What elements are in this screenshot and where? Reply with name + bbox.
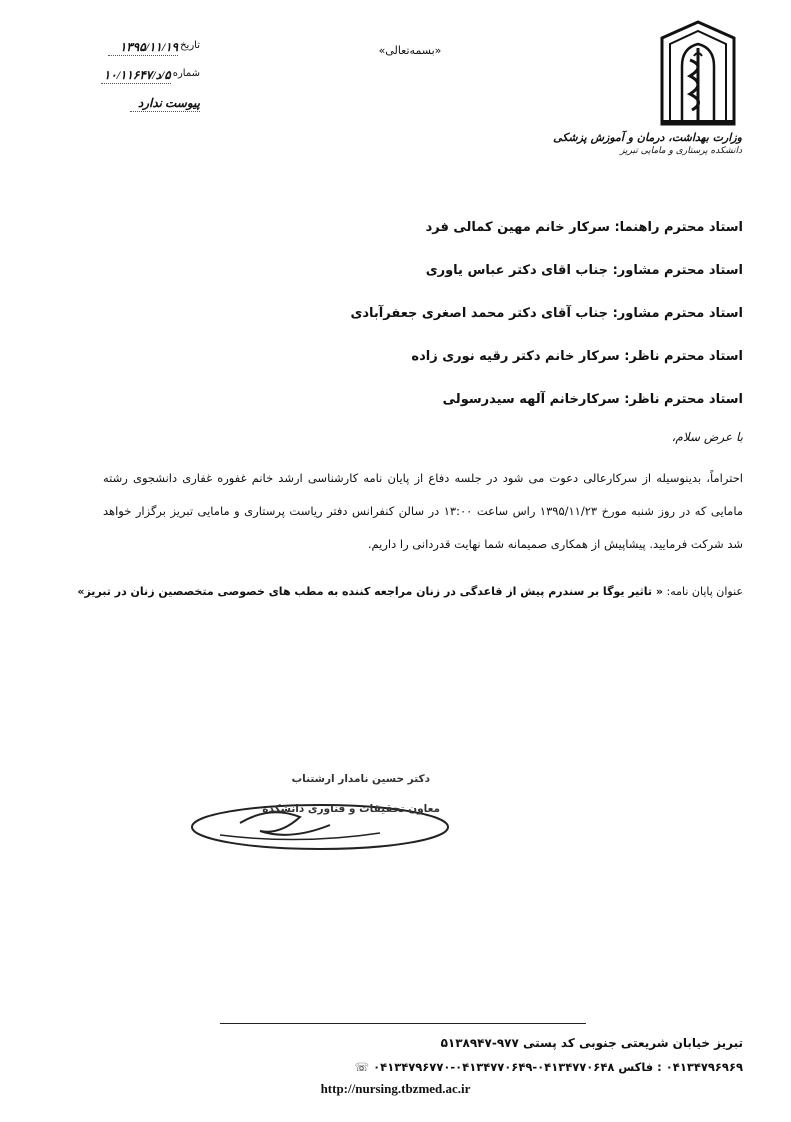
signer-name: دکتر حسین نامدار ارشتناب [291, 773, 430, 785]
footer-phone-fax: ۰۴۱۳۴۷۹۶۹۶۹ : فاکس ۰۴۱۳۴۷۷۰۶۴۸-۰۴۱۳۴۷۷۰۶۴۹-۰۴۱۳۴۷۹۶۷۷۰ ☏ [354, 1060, 743, 1074]
recipient-list [63, 218, 743, 433]
salutation: با عرض سلام، [671, 430, 743, 444]
footer-address: تبریز خیابان شریعتی جنوبی کد پستی ۹۷۷-۵۱۳۸۹۴۷ [440, 1036, 743, 1050]
number-label: شماره [172, 68, 200, 79]
date-value: ۱۳۹۵/۱۱/۱۹ [108, 40, 178, 56]
university-emblem-icon [654, 20, 742, 126]
recipient-consultant-1: استاد محترم مشاور: جناب اقای دکتر عباس یاوری [425, 263, 743, 278]
thesis-title: « تاثیر یوگا بر سندرم پیش از قاعدگی در زنان مراجعه کننده به مطب های خصوصی متخصصین زنان در تبریز» [77, 585, 663, 598]
date-label: تاریخ [180, 40, 200, 51]
recipient-advisor: استاد محترم راهنما: سرکار خانم مهین کمالی فرد [425, 220, 743, 235]
recipient-consultant-2: استاد محترم مشاور: جناب آقای دکتر محمد اصغری جعفرآبادی [350, 306, 743, 321]
faculty-name: دانشکده پرستاری و مامایی تبریز [620, 146, 742, 156]
thesis-line [77, 585, 743, 598]
website-link[interactable]: http://nursing.tbzmed.ac.ir [320, 1081, 471, 1096]
university-logo [553, 20, 750, 170]
attachment-label: پیوست ندارد [130, 96, 200, 112]
number-value: ۵/د/۱۰/۱۱۶۴۷ [101, 68, 171, 84]
letter-meta [80, 40, 200, 124]
footer-divider [220, 1023, 586, 1024]
recipient-examiner-1: استاد محترم ناظر: سرکار خانم دکتر رقیه نوری زاده [411, 349, 743, 364]
thesis-label: عنوان پایان نامه: [666, 585, 743, 598]
signer-title: معاون تحقیقات و فناوری دانشکده [262, 803, 440, 815]
ministry-name: وزارت بهداشت، درمان و آموزش پزشکی [553, 131, 742, 144]
bismillah: «بسمه‌تعالی» [378, 44, 442, 57]
signature-block [180, 765, 450, 855]
letter-body: احتراماً، بدینوسیله از سرکارعالی دعوت می شود در جلسه دفاع از پایان نامه کارشناسی ارشد خانم غفوره غفاری دانشجوی رشته مامایی که در روز شنبه مورخ ۱۳۹۵/۱۱/۲۳ راس ساعت ۱۳:۰۰ در سالن کنفرانس دفتر ریاست پرستاری و مامایی تبریز برگزار خواهد شد شرکت فرمایید. پیشاپیش از همکاری صمیمانه شما نهایت قدردانی را داریم. [103, 471, 743, 551]
recipient-examiner-2: استاد محترم ناظر: سرکارخانم آلهه سیدرسولی [442, 392, 743, 407]
